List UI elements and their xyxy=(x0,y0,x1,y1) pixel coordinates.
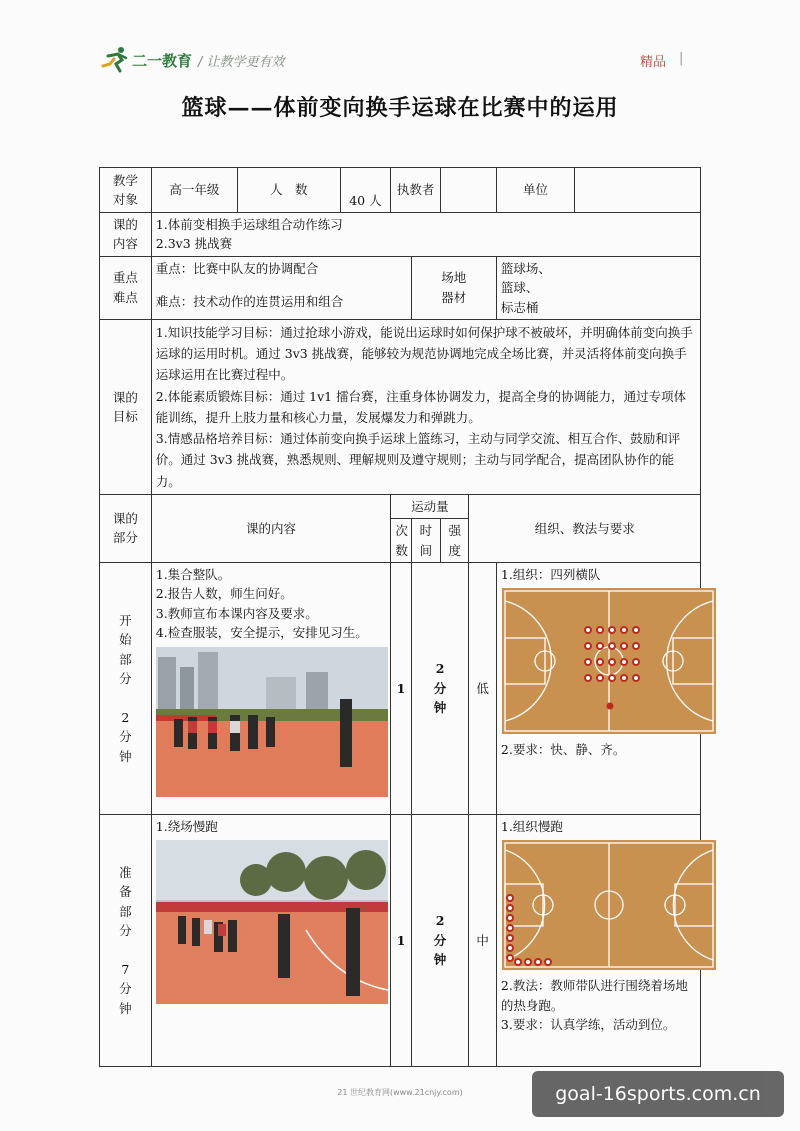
student-marker xyxy=(597,675,603,681)
runner-marker xyxy=(525,959,531,965)
brand-name: 二一教育 xyxy=(132,52,193,70)
student-marker xyxy=(621,659,627,665)
goals-row xyxy=(100,319,701,494)
content-line-2: 2.3v3 挑战赛 xyxy=(155,236,233,252)
start-item-1: 1.集合整队。 xyxy=(155,567,231,582)
start-item-2: 2.报告人数，师生问好。 xyxy=(155,586,293,602)
unit-value xyxy=(575,168,701,213)
venue-label: 场地 器材 xyxy=(411,256,496,319)
start-class-photo xyxy=(156,647,388,797)
warmup-times: 1 xyxy=(391,815,411,1067)
time-header: 时 间 xyxy=(411,519,440,563)
runner-logo-icon xyxy=(100,44,130,74)
runner-marker xyxy=(515,959,521,965)
goal-emotion: 3.情感品格培养目标：通过体前变向换手运球上篮练习，主动与同学交流、相互合作、鼓励和评价。通过 3v3 挑战赛，熟悉规则、理解规则及遵守规则；主动与同学配合，提高团队协作的能力。 xyxy=(155,431,681,489)
start-item-4: 4.检查服装，安全提示，安排见习生。 xyxy=(155,625,368,641)
start-org-cell xyxy=(496,563,700,815)
runner-marker xyxy=(545,959,551,965)
section-header-row xyxy=(100,494,701,518)
page-footer: 21 世纪教育网(www.21cnjy.com) xyxy=(337,1088,463,1097)
student-marker xyxy=(585,627,591,633)
warmup-time: 2 分 钟 xyxy=(411,815,469,1067)
content-line-1: 1.体前变相换手运球组合动作练习 xyxy=(155,217,343,232)
goals-cell xyxy=(151,319,700,494)
student-marker xyxy=(585,675,591,681)
start-time: 2 分 钟 xyxy=(411,563,469,815)
student-marker xyxy=(609,675,615,681)
start-content-cell xyxy=(151,563,391,815)
page-header xyxy=(100,44,700,76)
grade-value: 高一年级 xyxy=(151,168,237,213)
section-warmup-row xyxy=(100,815,701,1067)
load-header: 运动量 xyxy=(391,494,469,518)
lesson-plan-table xyxy=(99,167,701,1067)
goal-knowledge: 1.知识技能学习目标：通过抢球小游戏，能说出运球时如何保护球不被破坏，并明确体前变向换手运球的运用时机。通过 3v3 挑战赛，能够较为规范协调地完成全场比赛，并灵活将体前变向换手运球运用在比赛过程中。 xyxy=(155,324,693,383)
start-item-3: 3.教师宣布本课内容及要求。 xyxy=(155,605,318,621)
content-label: 课的 内容 xyxy=(100,213,152,257)
start-times: 1 xyxy=(391,563,411,815)
basketball-court-jogging-diagram xyxy=(502,840,716,970)
goal-fitness: 2.体能素质锻炼目标：通过 1v1 擂台赛，注重身体协调发力，提高全身的协调能力，通过专项体能训练，提升上肢力量和核心力量，发展爆发力和弹跳力。 xyxy=(155,388,687,425)
site-watermark[interactable]: goal-16sports.com.cn xyxy=(532,1071,784,1117)
runner-marker xyxy=(507,905,513,911)
student-marker xyxy=(597,627,603,633)
teacher-label: 执教者 xyxy=(391,168,441,213)
start-part-label: 开 始 部 分 2 分 钟 xyxy=(100,563,152,815)
content-cell xyxy=(151,213,700,257)
premium-tag: 精品 xyxy=(640,55,667,70)
header-divider: | xyxy=(679,51,684,66)
warmup-content-cell xyxy=(151,815,391,1067)
student-marker xyxy=(597,659,603,665)
warmup-class-photo xyxy=(156,840,388,1004)
start-org-2: 2.要求：快、静、齐。 xyxy=(500,742,626,758)
student-marker xyxy=(585,643,591,649)
runner-marker xyxy=(507,945,513,951)
section-start-row xyxy=(100,563,701,815)
warmup-part-label: 准 备 部 分 7 分 钟 xyxy=(100,815,152,1067)
warmup-org-1: 1.组织慢跑 xyxy=(500,819,563,834)
page-title: 篮球——体前变向换手运球在比赛中的运用 xyxy=(181,95,619,121)
count-label: 人 数 xyxy=(238,168,341,213)
keypoints-cell xyxy=(151,256,411,319)
warmup-intensity: 中 xyxy=(469,815,496,1067)
venue-items: 篮球场、 篮球、 标志桶 xyxy=(496,256,700,319)
goals-label: 课的 目标 xyxy=(100,319,152,494)
runner-marker xyxy=(507,935,513,941)
student-marker xyxy=(633,675,639,681)
student-marker xyxy=(597,643,603,649)
warmup-item-1: 1.绕场慢跑 xyxy=(155,819,218,834)
student-marker xyxy=(609,643,615,649)
student-marker xyxy=(633,659,639,665)
info-row xyxy=(100,168,701,213)
runner-marker xyxy=(507,915,513,921)
student-marker xyxy=(585,659,591,665)
warmup-org-3: 3.要求：认真学练，活动到位。 xyxy=(500,1017,676,1033)
times-header: 次 数 xyxy=(391,519,411,563)
runner-marker xyxy=(535,959,541,965)
runner-marker xyxy=(507,925,513,931)
key-point: 重点：比赛中队友的协调配合 xyxy=(155,260,319,276)
start-intensity: 低 xyxy=(469,563,496,815)
student-marker xyxy=(609,627,615,633)
count-value: 40 人 xyxy=(340,168,391,213)
student-marker xyxy=(621,627,627,633)
student-marker xyxy=(633,643,639,649)
unit-label: 单位 xyxy=(496,168,574,213)
warmup-org-2: 2.教法：教师带队进行围绕着场地的热身跑。 xyxy=(500,978,688,1013)
warmup-org-cell xyxy=(496,815,700,1067)
student-marker xyxy=(621,643,627,649)
keypoints-label: 重点 难点 xyxy=(100,256,152,319)
target-label: 教学 对象 xyxy=(100,168,152,213)
content-header: 课的内容 xyxy=(151,494,391,562)
basketball-court-formation-diagram xyxy=(502,588,716,734)
teacher-value xyxy=(441,168,497,213)
brand-slogan: / 让教学更有效 xyxy=(198,55,285,70)
teacher-marker xyxy=(606,703,613,710)
student-marker xyxy=(621,675,627,681)
keypoints-row xyxy=(100,256,701,319)
student-marker xyxy=(633,627,639,633)
part-header: 课的 部分 xyxy=(100,494,152,562)
content-row xyxy=(100,213,701,257)
org-header: 组织、教法与要求 xyxy=(469,494,701,562)
start-org-1: 1.组织：四列横队 xyxy=(500,567,601,582)
runner-marker xyxy=(507,955,513,961)
difficult-point: 难点：技术动作的连贯运用和组合 xyxy=(155,294,344,310)
runner-marker xyxy=(507,895,513,901)
intensity-header: 强 度 xyxy=(441,519,469,563)
student-marker xyxy=(609,659,615,665)
